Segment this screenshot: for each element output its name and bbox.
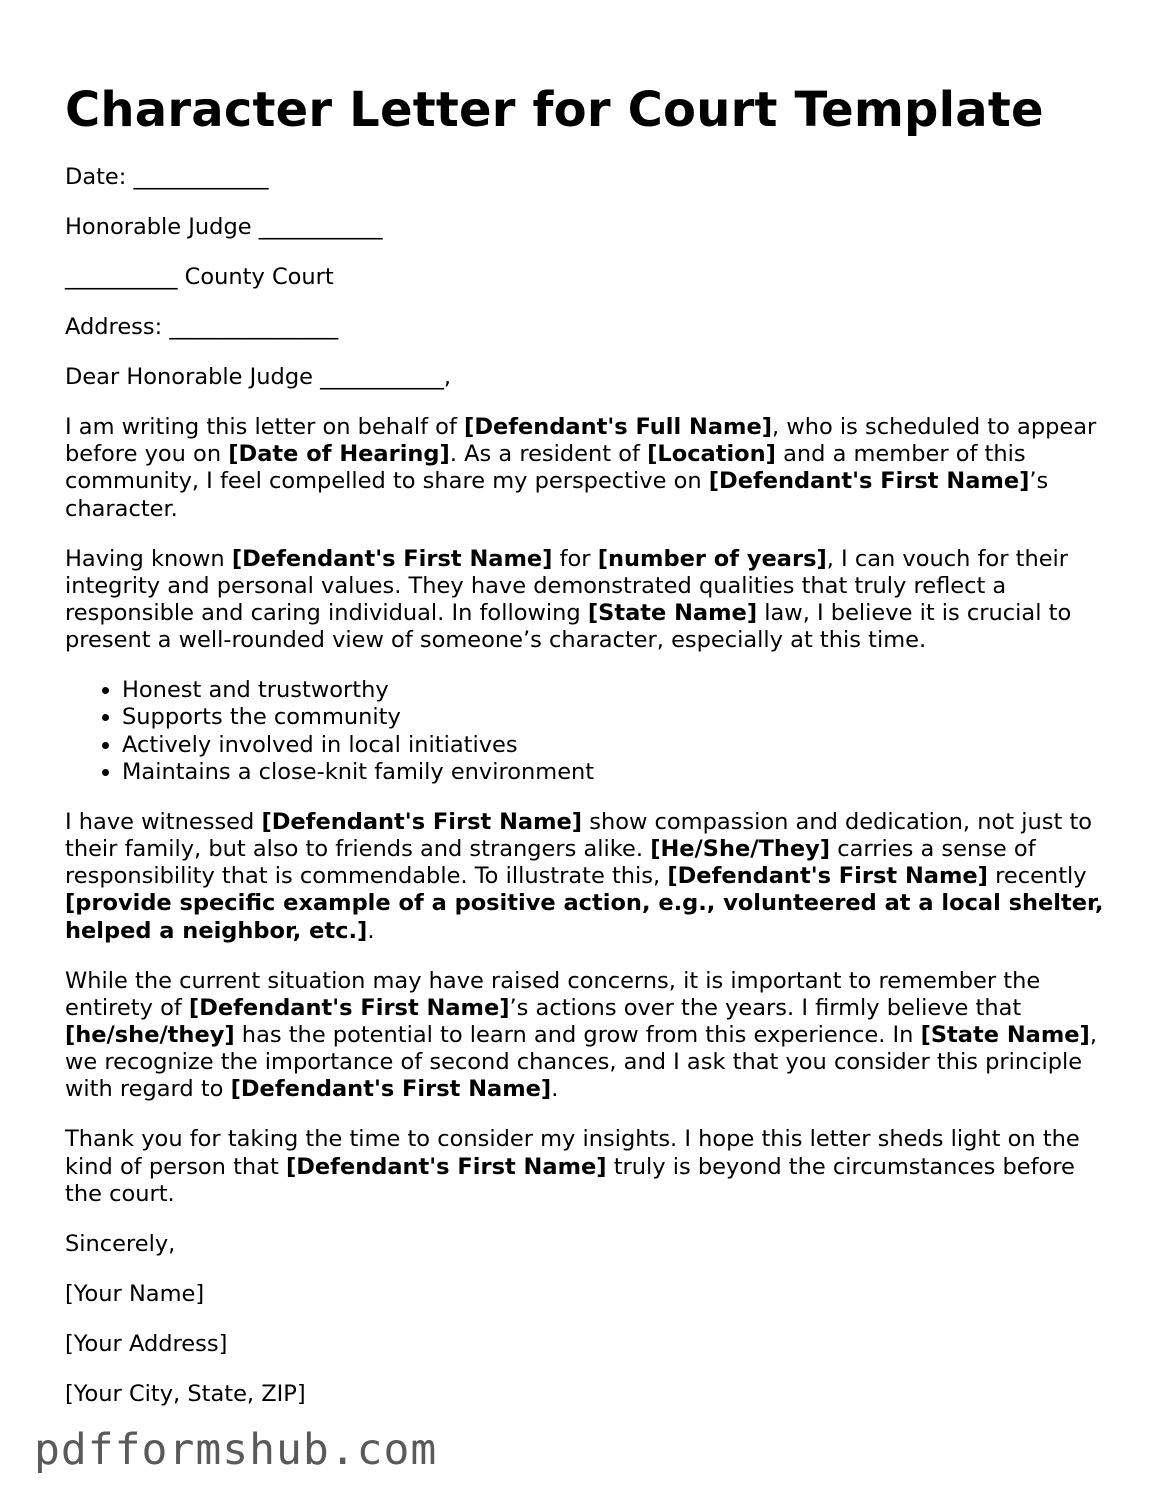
pronoun-placeholder: [he/she/they] [65, 1022, 235, 1049]
signer-name: [Your Name] [65, 1280, 205, 1307]
intro-paragraph: I am writing this letter on behalf of [Defendant's Full Name], who is scheduled to appear before you on [Date of Hearing]. As a resident of [Location] and a member of this community, I feel compelled to share my perspective on [Defendant's First Name]’s character. [65, 414, 1097, 522]
signer-address: [Your Address] [65, 1330, 228, 1357]
court-line: __________ County Court [65, 264, 334, 290]
defendant-first-name-placeholder: [Defendant's First Name] [231, 545, 553, 572]
defendant-first-name-placeholder: [Defendant's First Name] [667, 863, 988, 890]
list-item: • Actively involved in local initiatives [122, 732, 1110, 759]
signer-city-state-zip: [Your City, State, ZIP] [65, 1380, 306, 1407]
list-item: • Maintains a close-knit family environment [122, 759, 1110, 786]
defendant-first-name-placeholder: [Defendant's First Name] [188, 994, 510, 1021]
site-watermark: pdfformshub.com [34, 1425, 438, 1475]
address-line: Address: _______________ [65, 314, 339, 340]
defendant-first-name-placeholder: [Defendant's First Name] [285, 1153, 607, 1180]
defendant-first-name-placeholder: [Defendant's First Name] [708, 468, 1030, 495]
years-placeholder: [number of years] [597, 545, 827, 572]
concerns-paragraph: While the current situation may have raised concerns, it is important to remember the entirety of [Defendant's First Name]’s actions over the years. I firmly believe that [he/she/they] has the potential to learn and grow from this experience. In [State Name], we recognize the importance of second chances, and I ask that you consider this principle with regard to [Defendant's First Name]. [65, 967, 1097, 1103]
defendant-first-name-placeholder: [Defendant's First Name] [261, 808, 583, 835]
location-placeholder: [Location] [647, 441, 776, 468]
date-line: Date: ____________ [65, 164, 269, 190]
list-item: • Honest and trustworthy [122, 677, 1110, 704]
state-name-placeholder: [State Name] [920, 1022, 1090, 1049]
qualities-list [65, 677, 1110, 786]
list-item: • Supports the community [122, 704, 1110, 731]
page-title: Character Letter for Court Template [65, 82, 1044, 138]
letter-page [65, 78, 1110, 1431]
example-placeholder: [provide specific example of a positive action, e.g., volunteered at a local shelter, helped a neighbor, etc.] [65, 890, 1104, 944]
sign-off: Sincerely, [65, 1230, 176, 1257]
pronoun-placeholder: [He/She/They] [650, 836, 831, 863]
defendant-first-name-placeholder: [Defendant's First Name] [230, 1076, 552, 1103]
defendant-full-name-placeholder: [Defendant's Full Name] [464, 414, 773, 440]
state-name-placeholder: [State Name] [587, 600, 758, 627]
witness-paragraph: I have witnessed [Defendant's First Name] show compassion and dedication, not just to their family, but also to friends and strangers alike. [He/She/They] carries a sense of responsibility that is commendable. To illustrate this, [Defendant's First Name] recently [provide specific example of a positive action, e.g., volunteered at a local shelter, helped a neighbor, etc.]. [65, 808, 1104, 944]
judge-line: Honorable Judge ___________ [65, 214, 383, 240]
salutation: Dear Honorable Judge ___________, [65, 364, 451, 390]
acquaintance-paragraph: Having known [Defendant's First Name] for [number of years], I can vouch for their integrity and personal values. They have demonstrated qualities that truly reflect a responsible and caring individual. In following [State Name] law, I believe it is crucial to present a well-rounded view of someone’s character, especially at this time. [65, 545, 1072, 654]
hearing-date-placeholder: [Date of Hearing] [228, 441, 450, 468]
thanks-paragraph: Thank you for taking the time to consider my insights. I hope this letter sheds light on the kind of person that [Defendant's First Name] truly is beyond the circumstances before the court. [65, 1126, 1080, 1207]
